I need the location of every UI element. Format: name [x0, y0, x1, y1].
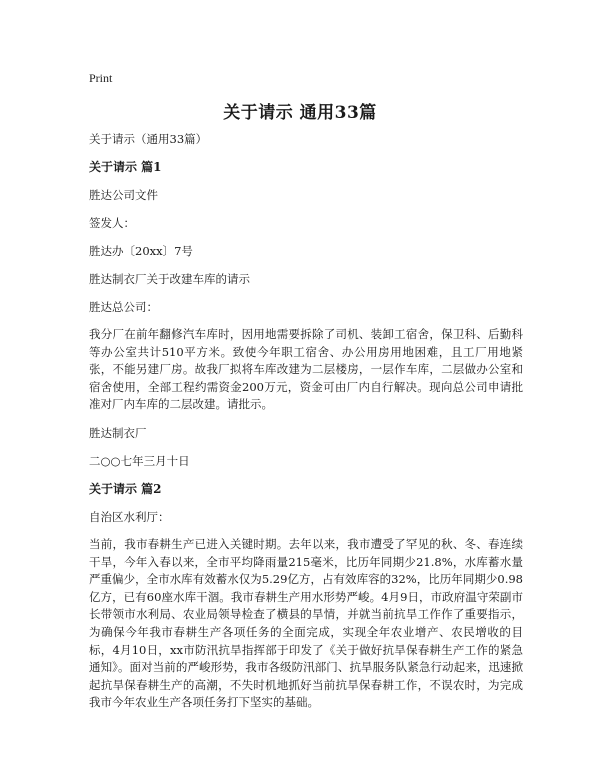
- print-link[interactable]: Print: [89, 71, 113, 85]
- document-body: [89, 130, 523, 722]
- body-paragraph-2: 当前，我市春耕生产已进入关键时期。去年以来，我市遭受了罕见的秋、冬、春连续干旱，今年入春以来，全市平均降雨量215毫米，比历年同期少21.8%，水库蓄水量严重偏少，全市水库有效蓄水仅为5.29亿方，占有效库容的32%，比历年同期少0.98亿方，已有60座水库干涸。我市春耕生产用水形势严峻。4月9日，市政府温守荣副市长带领市水利局、农业局领导检查了横县的旱情，并就当前抗旱工作作了重要指示，为确保今年我市春耕生产各项任务的全面完成，实现全年农业增产、农民增收的目标，4月10日，xx市防汛抗旱指挥部于印发了《关于做好抗旱保春耕生产工作的紧急通知》。面对当前的严峻形势，我市各级防汛部门、抗旱服务队紧急行动起来，迅速掀起抗旱保春耕生产的高潮，不失时机地抓好当前抗旱保春耕工作，不误农时，为完成我市今年农业生产各项任务打下坚实的基础。: [89, 536, 523, 710]
- addressee-1: 胜达总公司：: [89, 300, 158, 314]
- page-title: 关于请示 通用33篇: [223, 103, 377, 123]
- document-number: 胜达办〔20xx〕7号: [89, 244, 193, 258]
- body-paragraph-1: 我分厂在前年翻修汽车库时，因用地需要拆除了司机、装卸工宿舍，保卫科、后勤科等办公室共计510平方米。致使今年职工宿舍、办公用房用地困难，且工厂用地紧张，不能另建厂房。故我厂拟将车库改建为二层楼房，一层作车库，二层做办公室和宿舍使用，全部工程约需资金200万元，资金可由厂内自行解决。现向总公司申请批准对厂内车库的二层改建。请批示。: [89, 327, 523, 412]
- request-subject: 胜达制衣厂关于改建车库的请示: [89, 272, 250, 286]
- section-heading-2: 关于请示 篇2: [89, 481, 162, 496]
- issuer-label: 签发人：: [89, 216, 135, 230]
- addressee-2: 自治区水利厅：: [89, 509, 170, 524]
- signature: 胜达制衣厂: [89, 425, 147, 440]
- subtitle: 关于请示（通用33篇）: [89, 132, 208, 146]
- section-heading-1: 关于请示 篇1: [89, 160, 162, 174]
- date: 二○○七年三月十日: [89, 453, 190, 468]
- company-document-label: 胜达公司文件: [89, 188, 158, 202]
